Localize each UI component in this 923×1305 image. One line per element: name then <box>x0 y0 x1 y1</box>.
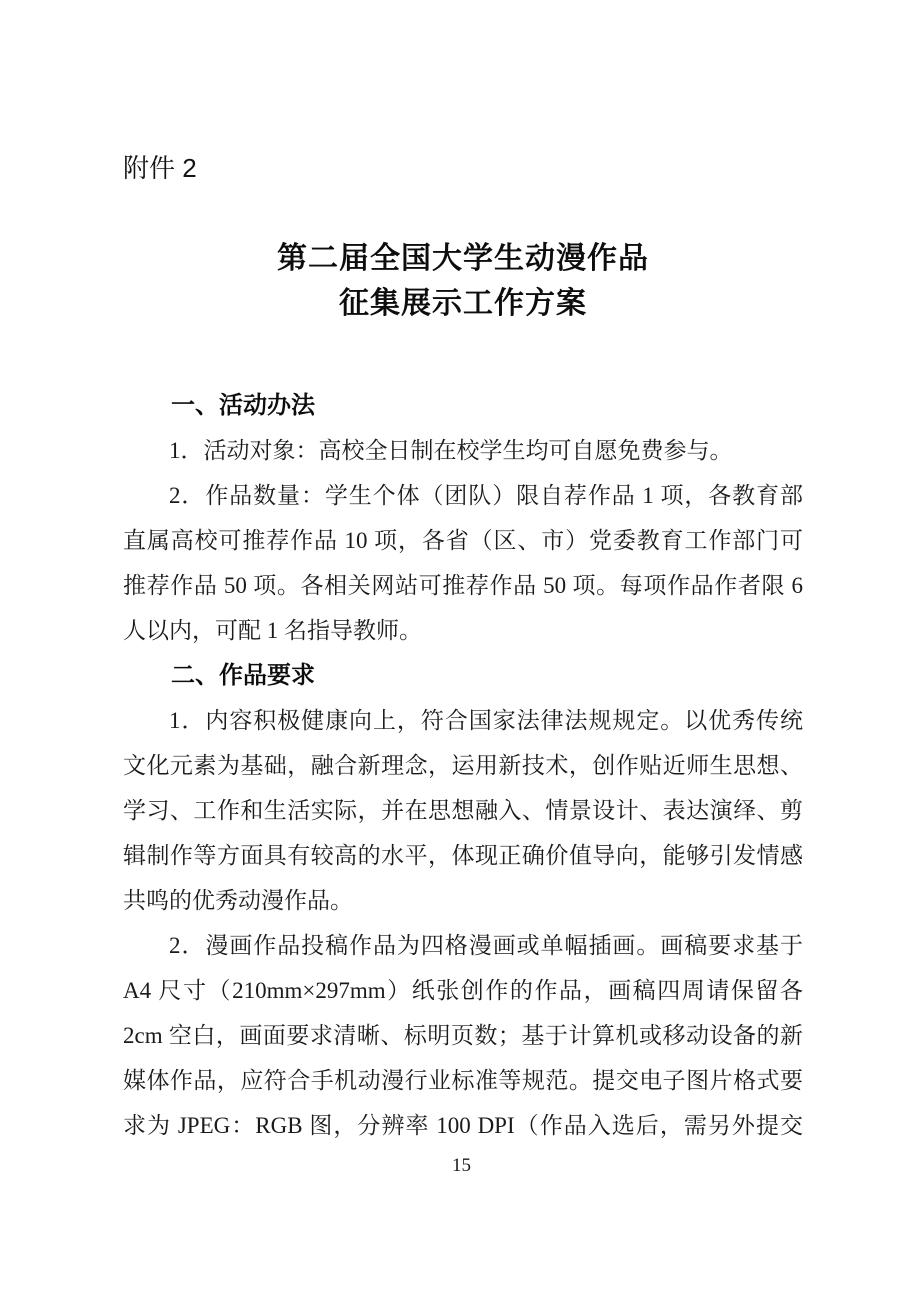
body-line: 2．作品数量：学生个体（团队）限自荐作品 1 项，各教育部 <box>169 483 803 508</box>
body-line: A4 尺寸（210mm×297mm）纸张创作的作品，画稿四周请保留各 <box>123 978 803 1003</box>
section-heading-2: 二、作品要求 <box>171 662 315 689</box>
body-line: 文化元素为基础，融合新理念，运用新技术，创作贴近师生思想、 <box>123 753 803 778</box>
attachment-label: 附件 2 <box>123 153 197 183</box>
body-line: 2．漫画作品投稿作品为四格漫画或单幅插画。画稿要求基于 <box>169 933 803 958</box>
body-line: 1．活动对象：高校全日制在校学生均可自愿免费参与。 <box>169 438 733 463</box>
body-line: 求为 JPEG：RGB 图，分辨率 100 DPI（作品入选后，需另外提交 <box>123 1113 803 1138</box>
page-number: 15 <box>452 1155 471 1176</box>
document-body <box>123 383 803 1148</box>
body-line: 媒体作品，应符合手机动漫行业标准等规范。提交电子图片格式要 <box>123 1068 803 1093</box>
body-line: 1．内容积极健康向上，符合国家法律法规规定。以优秀传统 <box>169 708 803 733</box>
body-line: 2cm 空白，画面要求清晰、标明页数；基于计算机或移动设备的新 <box>123 1023 803 1048</box>
body-line: 推荐作品 50 项。各相关网站可推荐作品 50 项。每项作品作者限 6 <box>123 573 803 598</box>
body-line: 学习、工作和生活实际，并在思想融入、情景设计、表达演绎、剪 <box>123 798 803 823</box>
body-line: 辑制作等方面具有较高的水平，体现正确价值导向，能够引发情感 <box>123 843 803 868</box>
body-line: 共鸣的优秀动漫作品。 <box>123 888 353 913</box>
body-line: 直属高校可推荐作品 10 项，各省（区、市）党委教育工作部门可 <box>123 528 803 553</box>
section-heading-1: 一、活动办法 <box>171 392 315 419</box>
body-line: 人以内，可配 1 名指导教师。 <box>123 618 422 643</box>
document-title <box>123 236 803 326</box>
document-title-line-2: 征集展示工作方案 <box>339 287 587 320</box>
document-title-line-1: 第二届全国大学生动漫作品 <box>277 242 649 275</box>
